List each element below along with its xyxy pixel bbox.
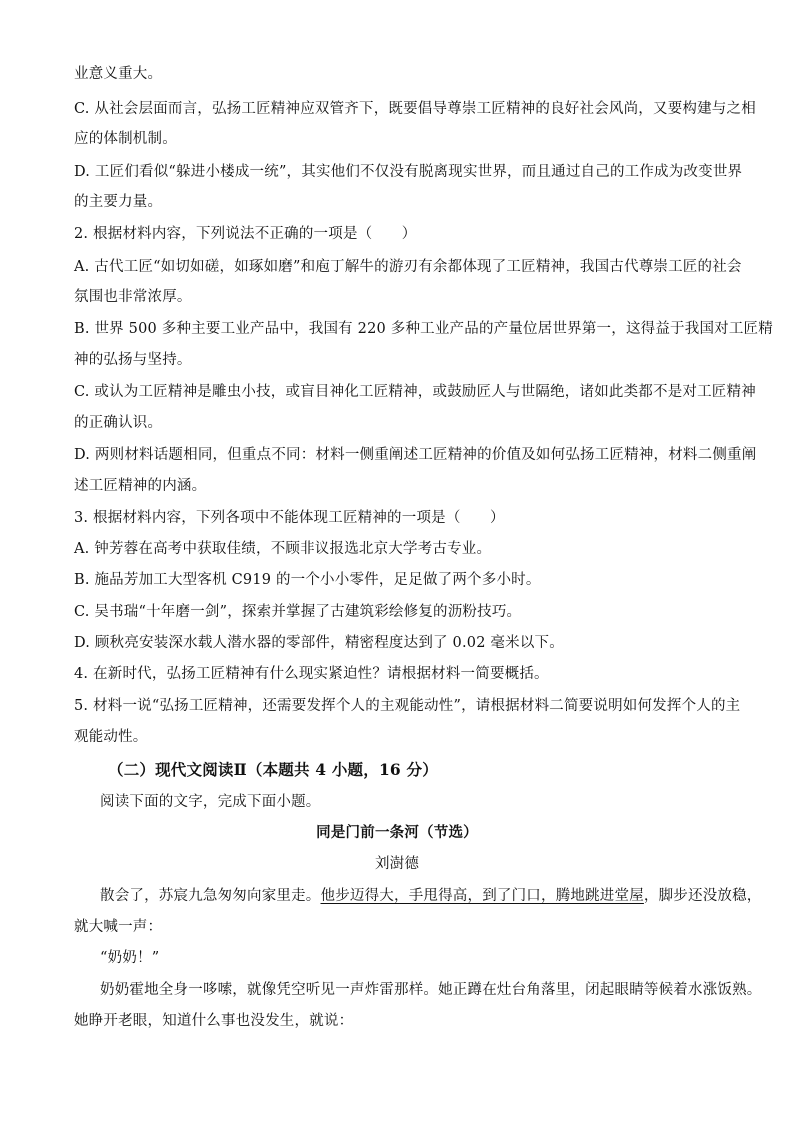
q2-option-c-line1: C. 或认为工匠精神是雕虫小技，或盲目神化工匠精神，或鼓励匠人与世隔绝，诸如此类都不是对工匠精神 (74, 384, 756, 400)
q1-option-c-line2: 应的体制机制。 (74, 131, 177, 147)
q2-option-c-line2: 的正确认识。 (74, 415, 163, 431)
material-text-continuation: 业意义重大。 (74, 66, 163, 82)
story-dialogue: “奶奶！” (100, 950, 160, 966)
q3-option-d: D. 顾秋亮安装深水载人潜水器的零部件，精密程度达到了 0.02 毫米以下。 (74, 635, 564, 651)
q4-stem: 4. 在新时代，弘扬工匠精神有什么现实紧迫性？请根据材料一简要概括。 (74, 666, 549, 682)
q2-option-a-line1: A. 古代工匠“如切如磋，如琢如磨”和庖丁解牛的游刃有余都体现了工匠精神，我国古代尊崇工匠的社会 (74, 259, 742, 275)
story-title: 同是门前一条河（节选） (316, 824, 478, 841)
story-paragraph-1-line1 (100, 886, 762, 906)
q2-option-b-line2: 神的弘扬与坚持。 (74, 352, 192, 368)
q2-option-d-line2: 述工匠精神的内涵。 (74, 478, 207, 494)
q3-stem: 3. 根据材料内容，下列各项中不能体现工匠精神的一项是（ ） (74, 510, 505, 526)
q1-option-c-line1: C. 从社会层面而言，弘扬工匠精神应双管齐下，既要倡导尊崇工匠精神的良好社会风尚，又要构建与之相 (74, 101, 756, 117)
section-heading: （二）现代文阅读Ⅱ（本题共 4 小题，16 分） (108, 760, 438, 779)
q5-stem-line2: 观能动性。 (74, 729, 148, 745)
q2-stem: 2. 根据材料内容，下列说法不正确的一项是（ ） (74, 226, 417, 242)
q2-option-b-line1: B. 世界 500 多种主要工业产品中，我国有 220 多种工业产品的产量位居世界第一，这得益于我国对工匠精 (74, 321, 773, 337)
q3-option-c: C. 吴书瑞“十年磨一剑”，探索并掌握了古建筑彩绘修复的沥粉技巧。 (74, 604, 522, 620)
q3-option-a: A. 钟芳蓉在高考中获取佳绩，不顾非议报选北京大学考古专业。 (74, 541, 492, 557)
story-author: 刘澍德 (374, 856, 420, 872)
q1-option-d-line1: D. 工匠们看似“躲进小楼成一统”，其实他们不仅没有脱离现实世界，而且通过自己的工作成为改变世界 (74, 164, 743, 180)
paragraph-text: ，脚步还没放稳， (643, 888, 762, 904)
paragraph-text: 散会了，苏宸九急匆匆向家里走。 (100, 888, 321, 904)
q2-option-a-line2: 氛围也非常浓厚。 (74, 289, 192, 305)
story-paragraph-2-line1: 奶奶霍地全身一哆嗦，就像凭空听见一声炸雷那样。她正蹲在灶台角落里，闭起眼睛等候着水涨饭熟。 (100, 982, 762, 998)
q3-option-b: B. 施品芳加工大型客机 C919 的一个小小零件，足足做了两个多小时。 (74, 572, 541, 588)
story-paragraph-2-line2: 她睁开老眼，知道什么事也没发生，就说： (74, 1013, 354, 1029)
underlined-sentence: 他步迈得大，手甩得高，到了门口，腾地跳进堂屋 (320, 888, 644, 904)
story-paragraph-1-line2: 就大喊一声： (74, 919, 163, 935)
q1-option-d-line2: 的主要力量。 (74, 194, 163, 210)
q5-stem-line1: 5. 材料一说“弘扬工匠精神，还需要发挥个人的主观能动性”，请根据材料二简要说明如何发挥个人的主 (74, 698, 741, 714)
q2-option-d-line1: D. 两则材料话题相同，但重点不同：材料一侧重阐述工匠精神的价值及如何弘扬工匠精神，材料二侧重阐 (74, 447, 757, 463)
reading-instruction: 阅读下面的文字，完成下面小题。 (100, 794, 321, 810)
